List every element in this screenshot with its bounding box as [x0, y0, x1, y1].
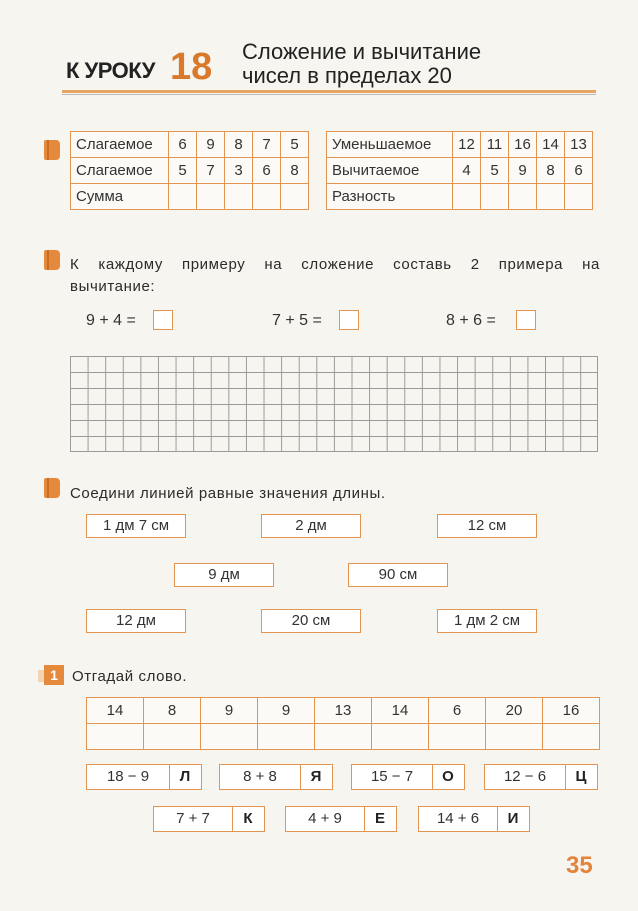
- addition-table: [70, 131, 309, 210]
- answer-cell[interactable]: [253, 184, 281, 210]
- table-cell: 8: [144, 698, 201, 724]
- table-cell: 16: [543, 698, 600, 724]
- word-table: [86, 697, 600, 750]
- table-cell: 13: [315, 698, 372, 724]
- code-box: [86, 764, 202, 790]
- length-box[interactable]: 1 дм 7 см: [86, 514, 186, 538]
- answer-cell[interactable]: [315, 724, 372, 750]
- table-cell: 5: [281, 132, 309, 158]
- length-box[interactable]: 12 дм: [86, 609, 186, 633]
- table-cell: 14: [87, 698, 144, 724]
- table-cell: 9: [197, 132, 225, 158]
- length-box[interactable]: 12 см: [437, 514, 537, 538]
- lesson-number: 18: [170, 46, 213, 88]
- header-divider: [62, 90, 596, 93]
- row-label: Слагаемое: [71, 132, 169, 158]
- answer-cell[interactable]: [453, 184, 481, 210]
- table-row: [327, 158, 593, 184]
- answer-cell[interactable]: [201, 724, 258, 750]
- answer-cell[interactable]: [565, 184, 593, 210]
- book-icon: [44, 250, 60, 270]
- code-box: [153, 806, 265, 832]
- code-letter: О: [432, 765, 463, 789]
- answer-cell[interactable]: [543, 724, 600, 750]
- table-cell: 11: [481, 132, 509, 158]
- table-cell: 5: [169, 158, 197, 184]
- table-row: [71, 132, 309, 158]
- table-cell: 20: [486, 698, 543, 724]
- length-box[interactable]: 90 см: [348, 563, 448, 587]
- table-cell: 8: [537, 158, 565, 184]
- code-expression: 7 + 7: [176, 810, 210, 827]
- lesson-prefix: К УРОКУ: [66, 58, 155, 83]
- table-cell: 6: [169, 132, 197, 158]
- row-label: Разность: [327, 184, 453, 210]
- page-title: [242, 40, 481, 88]
- code-letter: Я: [300, 765, 331, 789]
- table-cell: 9: [201, 698, 258, 724]
- answer-cell[interactable]: [481, 184, 509, 210]
- table-cell: 7: [253, 132, 281, 158]
- table-cell: 4: [453, 158, 481, 184]
- answer-cell[interactable]: [429, 724, 486, 750]
- answer-cell[interactable]: [486, 724, 543, 750]
- table-cell: 14: [372, 698, 429, 724]
- code-box: [484, 764, 598, 790]
- task2-instruction-line-2: вычитание:: [70, 278, 156, 295]
- answer-cell[interactable]: [537, 184, 565, 210]
- task3-instruction: Соедини линией равные значения длины.: [70, 485, 386, 502]
- table-cell: 5: [481, 158, 509, 184]
- answer-cell[interactable]: [509, 184, 537, 210]
- answer-box[interactable]: [153, 310, 173, 330]
- answer-box[interactable]: [339, 310, 359, 330]
- code-letter: И: [497, 807, 528, 831]
- table-cell: 7: [197, 158, 225, 184]
- table-cell: 9: [509, 158, 537, 184]
- code-expression: 15 − 7: [370, 768, 414, 785]
- length-box[interactable]: 2 дм: [261, 514, 361, 538]
- table-cell: 6: [253, 158, 281, 184]
- answer-cell[interactable]: [144, 724, 201, 750]
- page-title-line-1: Сложение и вычитание: [242, 39, 482, 64]
- table-row: [87, 724, 600, 750]
- answer-cell[interactable]: [197, 184, 225, 210]
- length-box[interactable]: 9 дм: [174, 563, 274, 587]
- table-cell: 9: [258, 698, 315, 724]
- example-2: 7 + 5 =: [272, 312, 322, 329]
- answer-cell[interactable]: [87, 724, 144, 750]
- task2-instruction-line-1: К каждому примеру на сложение составь 2 примера на: [70, 256, 600, 273]
- page-number: 35: [566, 852, 593, 879]
- table-cell: 3: [225, 158, 253, 184]
- table-row: [87, 698, 600, 724]
- task4-instruction: Отгадай слово.: [72, 668, 188, 685]
- answer-cell[interactable]: [225, 184, 253, 210]
- row-label: Сумма: [71, 184, 169, 210]
- answer-cell[interactable]: [281, 184, 309, 210]
- code-expression: 4 + 9: [308, 810, 342, 827]
- header-divider-thin: [62, 94, 596, 95]
- table-cell: 16: [509, 132, 537, 158]
- answer-cell[interactable]: [372, 724, 429, 750]
- length-box[interactable]: 20 см: [261, 609, 361, 633]
- book-icon: [44, 140, 60, 160]
- row-label: Слагаемое: [71, 158, 169, 184]
- code-letter: Ц: [565, 765, 596, 789]
- table-cell: 8: [281, 158, 309, 184]
- code-expression: 14 + 6: [436, 810, 480, 827]
- table-row: [71, 158, 309, 184]
- table-cell: 14: [537, 132, 565, 158]
- code-box: [219, 764, 333, 790]
- code-box: [418, 806, 530, 832]
- table-cell: 13: [565, 132, 593, 158]
- code-box: [351, 764, 465, 790]
- answer-grid[interactable]: [70, 356, 598, 452]
- row-label: Уменьшаемое: [327, 132, 453, 158]
- code-letter: Е: [364, 807, 395, 831]
- page-title-line-2: чисел в пределах 20: [242, 63, 452, 88]
- row-label: Вычитаемое: [327, 158, 453, 184]
- code-letter: К: [232, 807, 263, 831]
- code-expression: 12 − 6: [503, 768, 547, 785]
- table-row: [327, 184, 593, 210]
- table-row: [327, 132, 593, 158]
- length-box[interactable]: 1 дм 2 см: [437, 609, 537, 633]
- code-box: [285, 806, 397, 832]
- table-row: [71, 184, 309, 210]
- code-letter: Л: [169, 765, 200, 789]
- book-icon: [44, 478, 60, 498]
- table-cell: 6: [429, 698, 486, 724]
- answer-cell[interactable]: [169, 184, 197, 210]
- task2-instruction: [70, 254, 600, 298]
- example-3: 8 + 6 =: [446, 312, 496, 329]
- answer-cell[interactable]: [258, 724, 315, 750]
- answer-box[interactable]: [516, 310, 536, 330]
- subtraction-table: [326, 131, 593, 210]
- example-1: 9 + 4 =: [86, 312, 136, 329]
- code-expression: 18 − 9: [106, 768, 150, 785]
- table-cell: 12: [453, 132, 481, 158]
- table-cell: 6: [565, 158, 593, 184]
- code-expression: 8 + 8: [243, 768, 277, 785]
- task-number-badge: 1: [44, 665, 64, 685]
- table-cell: 8: [225, 132, 253, 158]
